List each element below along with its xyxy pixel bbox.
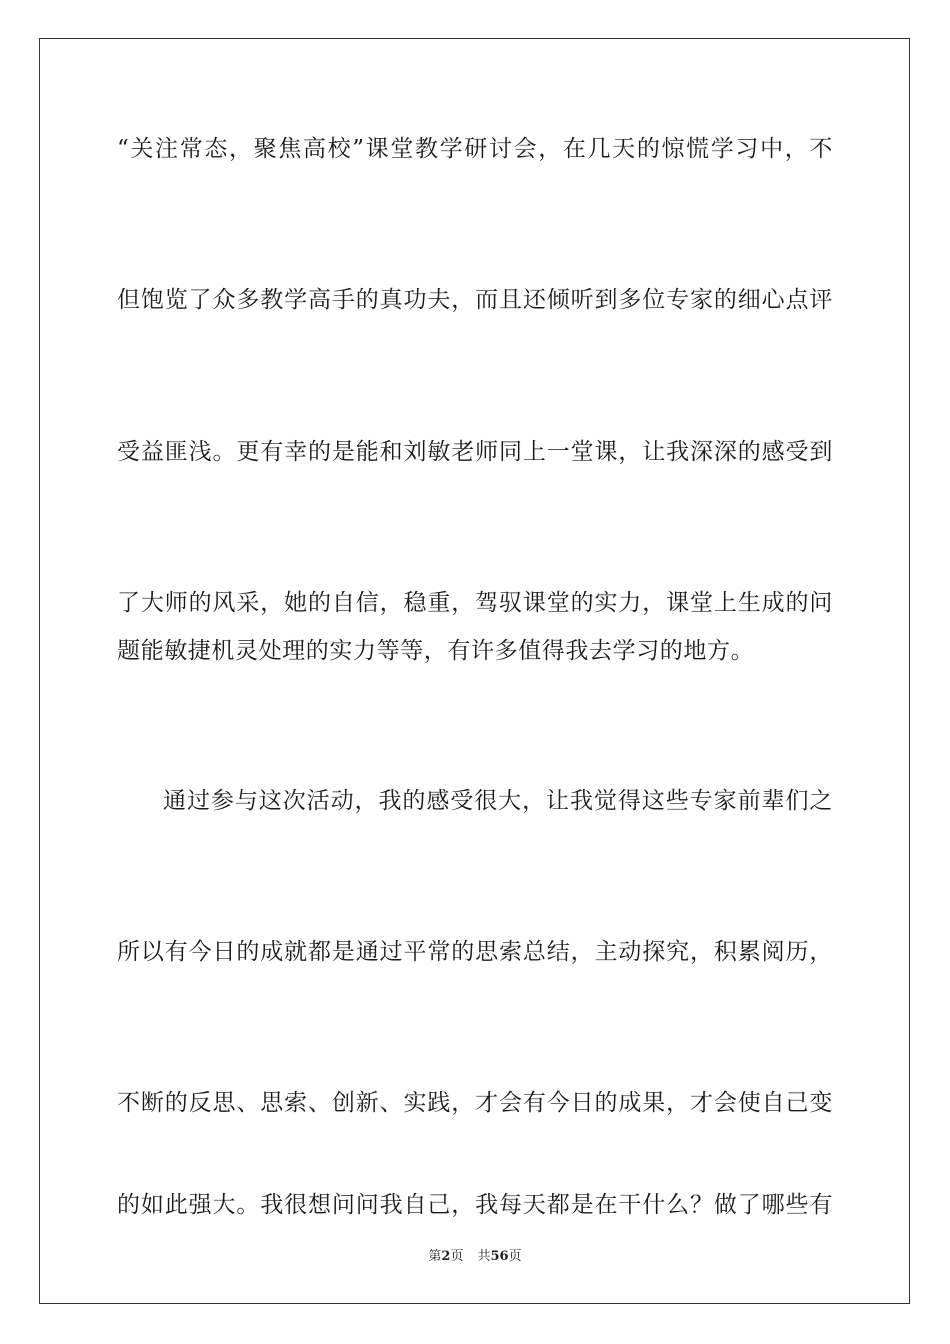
body-line-6: 通过参与这次活动，我的感受很大，让我觉得这些专家前辈们之	[163, 788, 833, 814]
body-line-1: “关注常态，聚焦高校”课堂教学研讨会，在几天的惊慌学习中，不	[117, 136, 833, 162]
body-line-5: 题能敏捷机灵处理的实力等等，有许多值得我去学习的地方。	[117, 638, 755, 664]
body-line-3: 受益匪浅。更有幸的是能和刘敏老师同上一堂课，让我深深的感受到	[117, 439, 833, 465]
footer-page-suffix: 页	[450, 1249, 464, 1264]
footer-total-pages: 56	[490, 1249, 509, 1264]
body-line-7: 所以有今日的成就都是通过平常的思索总结，主动探究，积累阅历，	[117, 939, 833, 965]
body-line-2: 但饱览了众多教学高手的真功夫，而且还倾听到多位专家的细心点评	[117, 287, 833, 313]
body-line-9: 的如此强大。我很想问问我自己，我每天都是在干什么？做了哪些有	[117, 1192, 833, 1218]
page-footer	[0, 1248, 950, 1266]
footer-page-prefix: 第	[428, 1249, 442, 1264]
footer-total-suffix: 页	[508, 1249, 522, 1264]
footer-total-prefix: 共	[477, 1249, 491, 1264]
footer-current-page: 2	[441, 1249, 451, 1264]
body-line-8: 不断的反思、思索、创新、实践，才会有今日的成果，才会使自己变	[117, 1090, 833, 1116]
body-line-4: 了大师的风采，她的自信，稳重，驾驭课堂的实力，课堂上生成的问	[117, 590, 833, 616]
